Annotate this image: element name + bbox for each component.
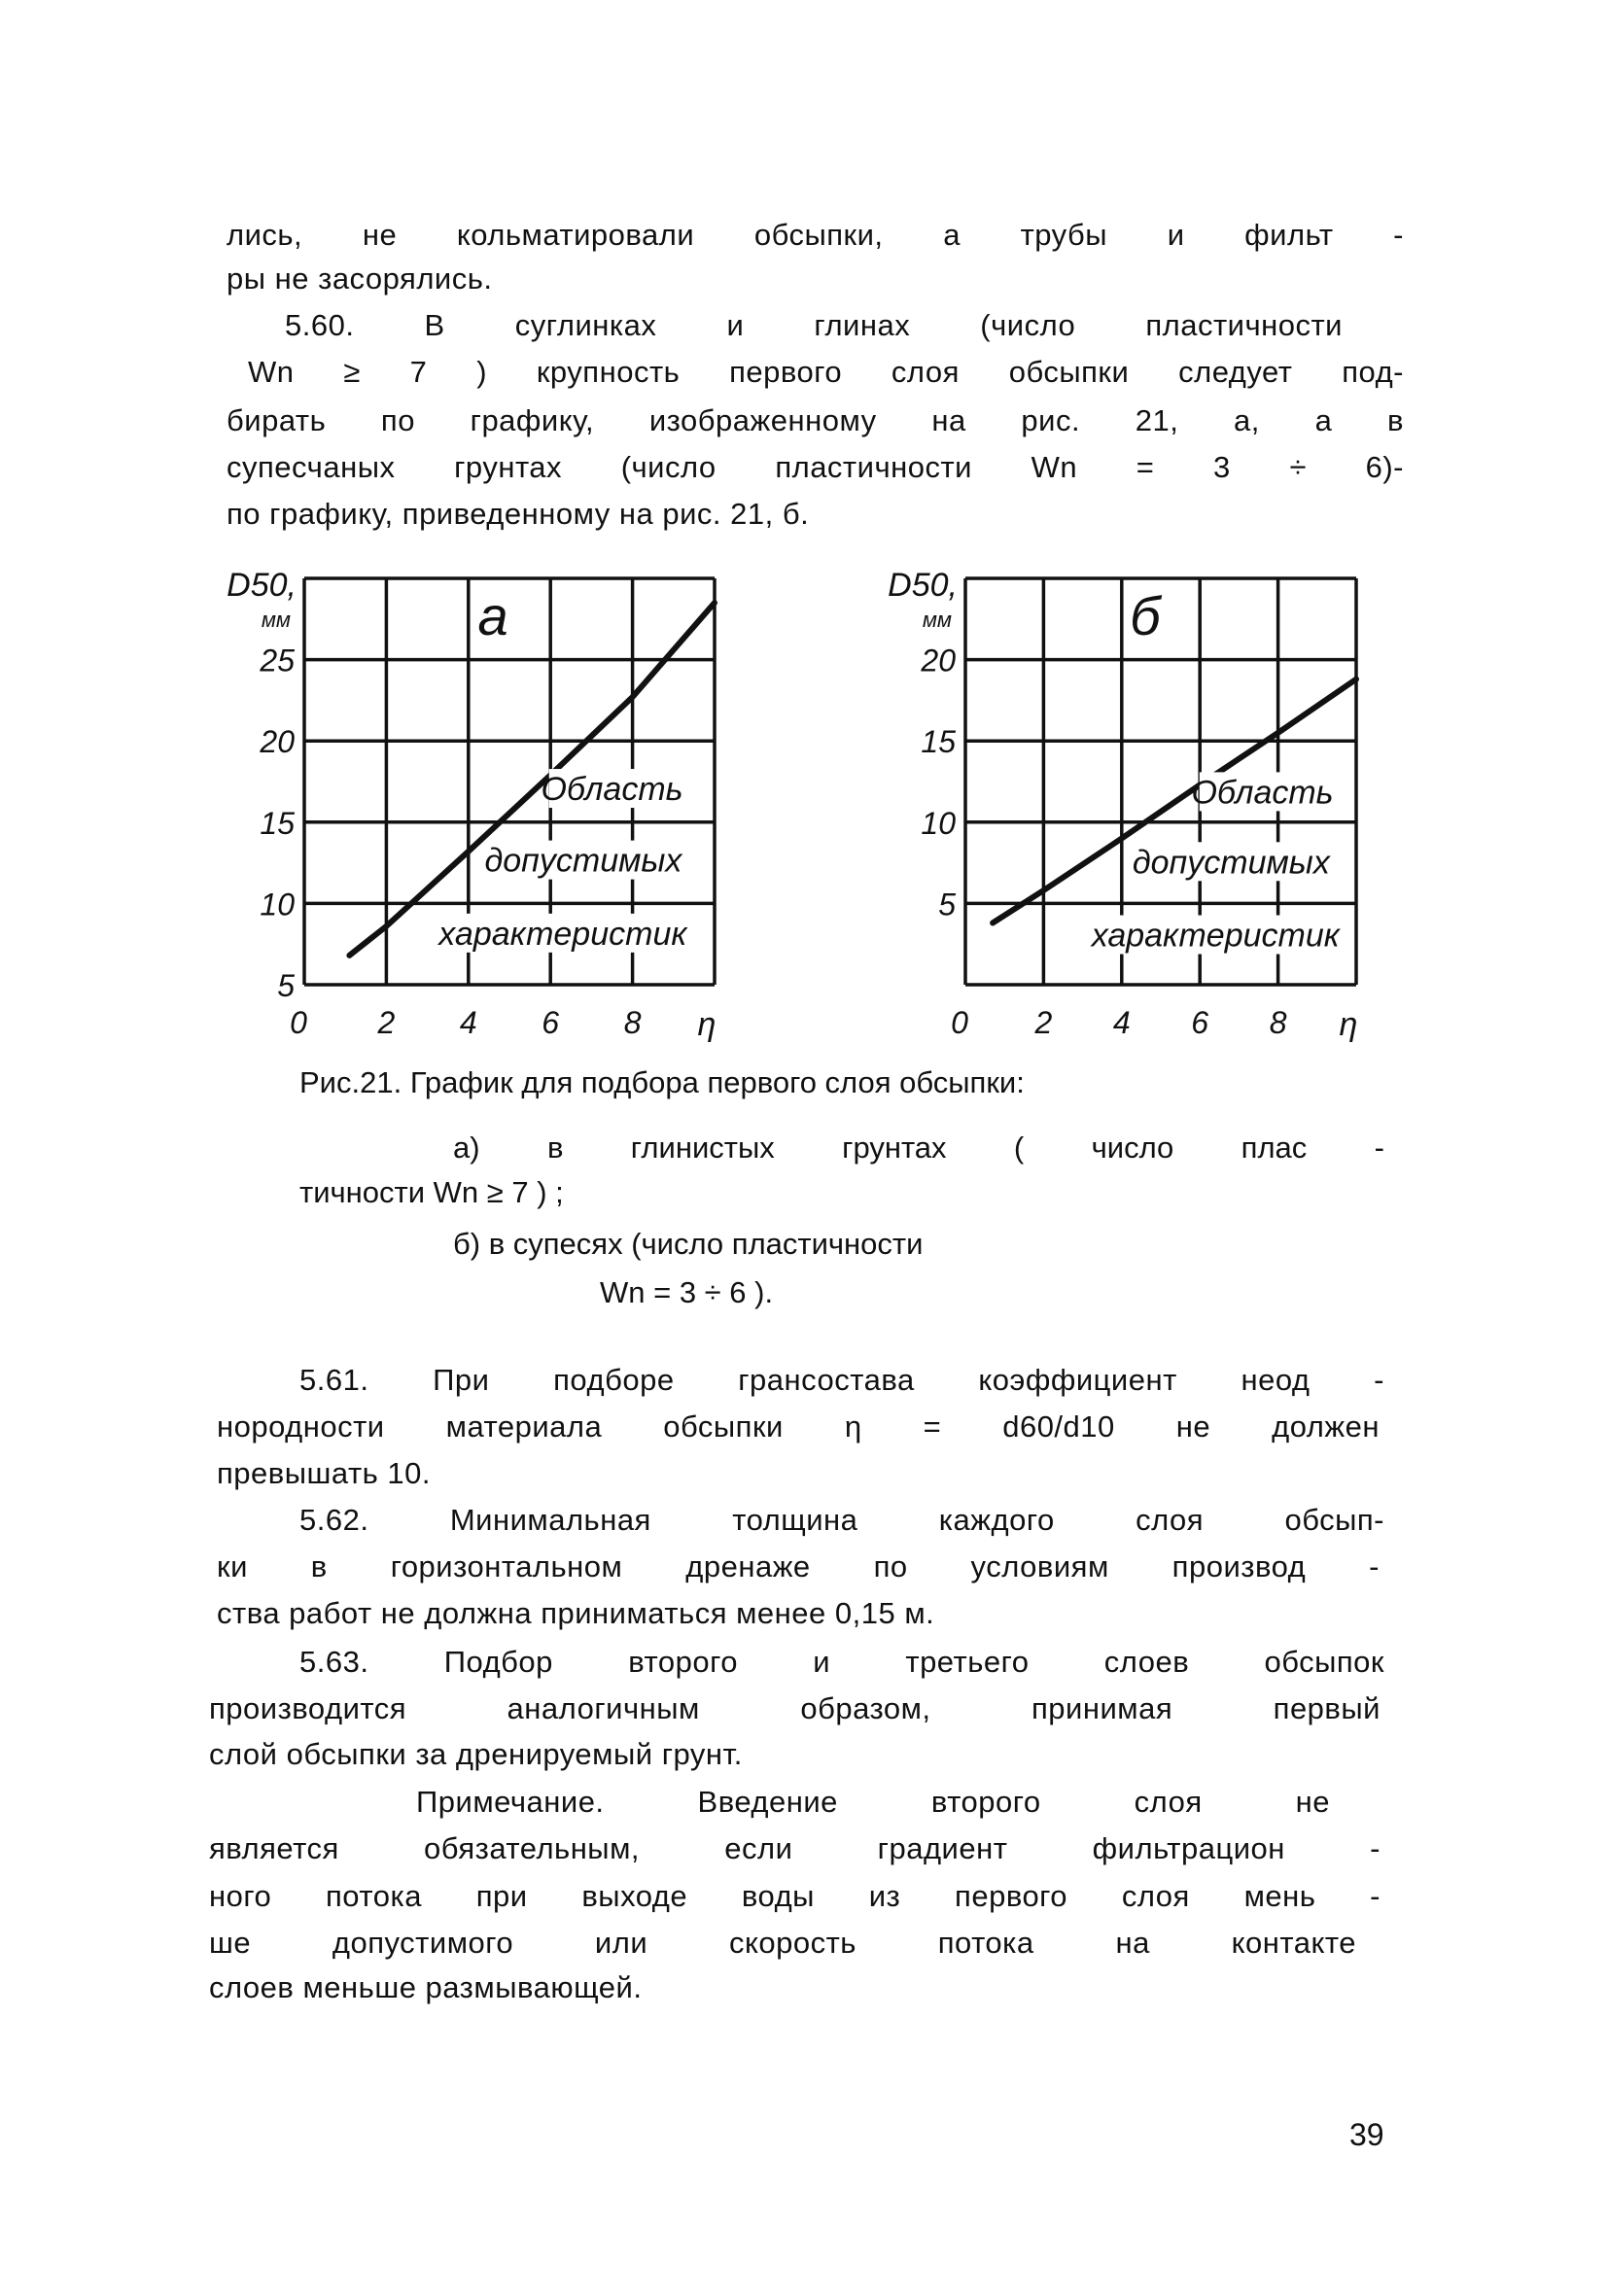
text-line: 5.60. В суглинках и глинах (число пластичности xyxy=(285,308,1343,342)
text-line: является обязательным, если градиент фильтрацион - xyxy=(209,1831,1381,1865)
x-tick-label: 4 xyxy=(1112,1005,1131,1040)
y-axis-unit: мм xyxy=(922,608,952,632)
text-line: супесчаных грунтах (число пластичности Wn = 3 ÷ 6)- xyxy=(227,450,1404,484)
caption-b-line2: Wn = 3 ÷ 6 ). xyxy=(600,1275,774,1309)
y-tick-label: 25 xyxy=(260,643,295,678)
y-tick-label: 5 xyxy=(277,968,295,1003)
panel-label: а xyxy=(477,585,508,647)
text-line: ше допустимого или скорость потока на контакте xyxy=(209,1926,1356,1960)
text-line: производится аналогичным образом, принимая первый xyxy=(209,1691,1381,1725)
text-line: ки в горизонтальном дренаже по условиям производ - xyxy=(217,1549,1380,1583)
y-axis-label: D50, xyxy=(227,567,297,604)
text-line: слоев меньше размывающей. xyxy=(209,1970,643,2004)
x-tick-label: 6 xyxy=(542,1005,560,1040)
caption-b-line1: б) в супесях (число пластичности xyxy=(453,1227,924,1261)
y-tick-label: 15 xyxy=(921,724,956,760)
page-number: 39 xyxy=(1349,2117,1384,2152)
region-label: Область xyxy=(541,771,683,809)
x-tick-label: 0 xyxy=(290,1005,307,1040)
text-line: бирать по графику, изображенному на рис. 21, а, а в xyxy=(227,403,1404,437)
x-tick-label: 0 xyxy=(951,1005,968,1040)
x-tick-label: 8 xyxy=(623,1005,642,1040)
text-line: 5.63. Подбор второго и третьего слоев обсыпок xyxy=(299,1645,1384,1679)
text-line: Wn ≥ 7 ) крупность первого слоя обсыпки следует под- xyxy=(248,355,1404,389)
region-label: характеристик xyxy=(1091,917,1340,955)
y-axis-label: D50, xyxy=(888,567,958,604)
chart-b xyxy=(0,0,1608,1069)
text-line: слой обсыпки за дренируемый грунт. xyxy=(209,1737,743,1771)
text-line: 5.62. Минимальная толщина каждого слоя обсып- xyxy=(299,1503,1384,1537)
caption-a-line1: а) в глинистых грунтах ( число плас - xyxy=(453,1131,1384,1165)
x-tick-label: 8 xyxy=(1269,1005,1287,1040)
text-line: ства работ не должна приниматься менее 0,15 м. xyxy=(217,1596,935,1630)
x-axis-label: η xyxy=(1339,1006,1358,1043)
x-tick-label: 4 xyxy=(459,1005,477,1040)
y-axis-unit: мм xyxy=(261,608,291,632)
caption-title: Рис.21. График для подбора первого слоя обсыпки: xyxy=(299,1065,1025,1099)
text-line: 5.61. При подборе грансостава коэффициент неод - xyxy=(299,1363,1384,1397)
x-tick-label: 6 xyxy=(1191,1005,1209,1040)
text-line: ры не засорялись. xyxy=(227,261,493,296)
y-tick-label: 15 xyxy=(260,805,295,841)
caption-a-line2: тичности Wn ≥ 7 ) ; xyxy=(299,1175,564,1209)
text-line: по графику, приведенному на рис. 21, б. xyxy=(227,497,810,531)
x-tick-label: 2 xyxy=(1034,1005,1053,1040)
region-label: Область xyxy=(1191,774,1334,812)
text-line: превышать 10. xyxy=(217,1456,432,1490)
x-axis-label: η xyxy=(697,1006,717,1043)
y-tick-label: 10 xyxy=(921,805,956,841)
y-tick-label: 10 xyxy=(260,887,295,922)
region-label: характеристик xyxy=(438,915,687,953)
text-line: ного потока при выходе воды из первого слоя мень - xyxy=(209,1879,1381,1913)
y-tick-label: 5 xyxy=(938,887,956,922)
text-line: Примечание. Введение второго слоя не xyxy=(416,1785,1330,1819)
region-label: допустимых xyxy=(484,842,682,880)
y-tick-label: 20 xyxy=(921,643,956,678)
text-line: лись, не кольматировали обсыпки, а трубы и фильт - xyxy=(227,218,1404,252)
y-tick-label: 20 xyxy=(260,724,295,760)
panel-label: б xyxy=(1130,585,1161,647)
region-label: допустимых xyxy=(1132,844,1330,882)
x-tick-label: 2 xyxy=(377,1005,396,1040)
text-line: нородности материала обсыпки η = d60/d10 не должен xyxy=(217,1409,1380,1444)
